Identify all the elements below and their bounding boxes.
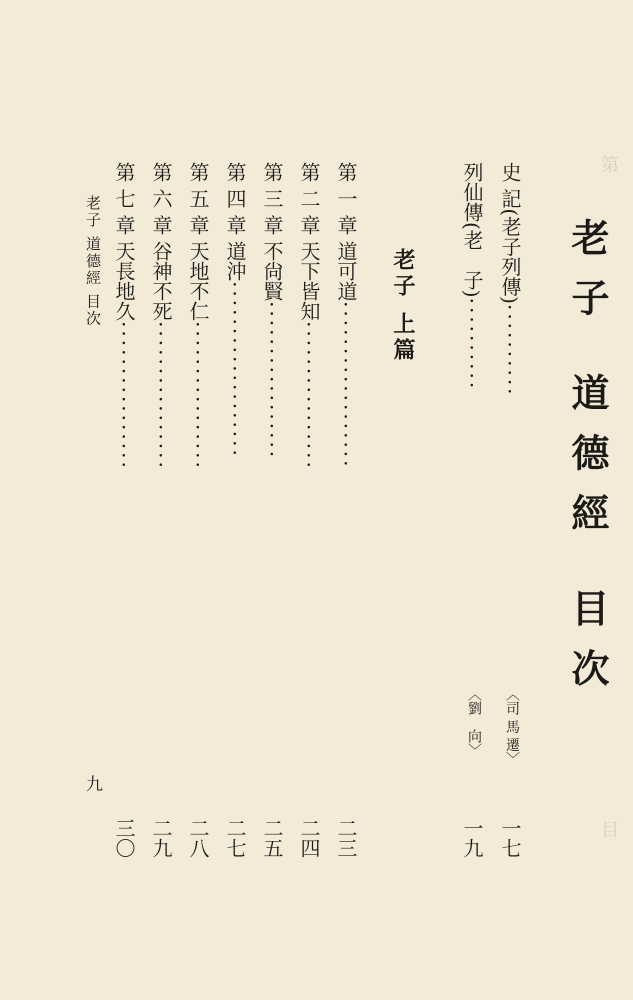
entry-page: 一九	[460, 818, 484, 858]
chapter-page: 二八	[186, 818, 210, 858]
chapter-label: 第 六 章 谷神不死	[149, 162, 173, 322]
leader-dots: ··········	[460, 297, 484, 392]
chapter-label: 第 一 章 道可道	[334, 162, 358, 302]
entry-label: 史 記(老子列傳)	[498, 162, 522, 304]
chapter-page: 二九	[149, 818, 173, 858]
entry-author: 〈劉 向〉	[466, 687, 482, 757]
chapter-label: 第 二 章 天下皆知	[297, 162, 321, 322]
chapter-entry: 第 四 章 道沖···················	[223, 162, 247, 459]
toc-entry	[496, 162, 524, 398]
page-title: 老子 道德經 目次	[565, 218, 610, 709]
chapter-entry: 第 三 章 不尙賢·················	[260, 162, 284, 461]
bleed-through-mark: 目	[598, 820, 619, 838]
chapter-page: 二五	[260, 818, 284, 858]
section-title: 老子	[390, 248, 416, 300]
chapter-page: 二七	[223, 818, 247, 858]
entry-author: 〈司 馬 遷〉	[504, 687, 520, 766]
chapter-entry: 第 七 章 天長地久················	[112, 162, 136, 471]
chapter-entry: 第 五 章 天地不仁················	[186, 162, 210, 471]
chapter-label: 第 四 章 道沖	[223, 162, 247, 282]
running-header: 老子 道德經 目次	[84, 195, 102, 328]
bleed-through-mark: 第	[598, 155, 619, 173]
chapter-page: 二四	[297, 818, 321, 858]
page-number: 九	[82, 775, 102, 792]
chapter-entry: 第 二 章 天下皆知················	[297, 162, 321, 471]
section-heading	[388, 248, 419, 364]
chapter-label: 第 五 章 天地不仁	[186, 162, 210, 322]
chapter-page: 三〇	[112, 818, 136, 858]
toc-entry	[458, 162, 486, 391]
section-subtitle: 上篇	[390, 312, 416, 364]
entry-page: 一七	[498, 818, 522, 858]
leader-dots: ··········	[498, 303, 522, 398]
entry-label: 列仙傳(老 子)	[460, 162, 484, 298]
chapter-entry: 第 一 章 道可道··················	[334, 162, 358, 470]
chapter-label: 第 三 章 不尙賢	[260, 162, 284, 302]
chapter-page: 二三	[334, 818, 358, 858]
chapter-label: 第 七 章 天長地久	[112, 162, 136, 322]
chapter-entry: 第 六 章 谷神不死················	[149, 162, 173, 471]
